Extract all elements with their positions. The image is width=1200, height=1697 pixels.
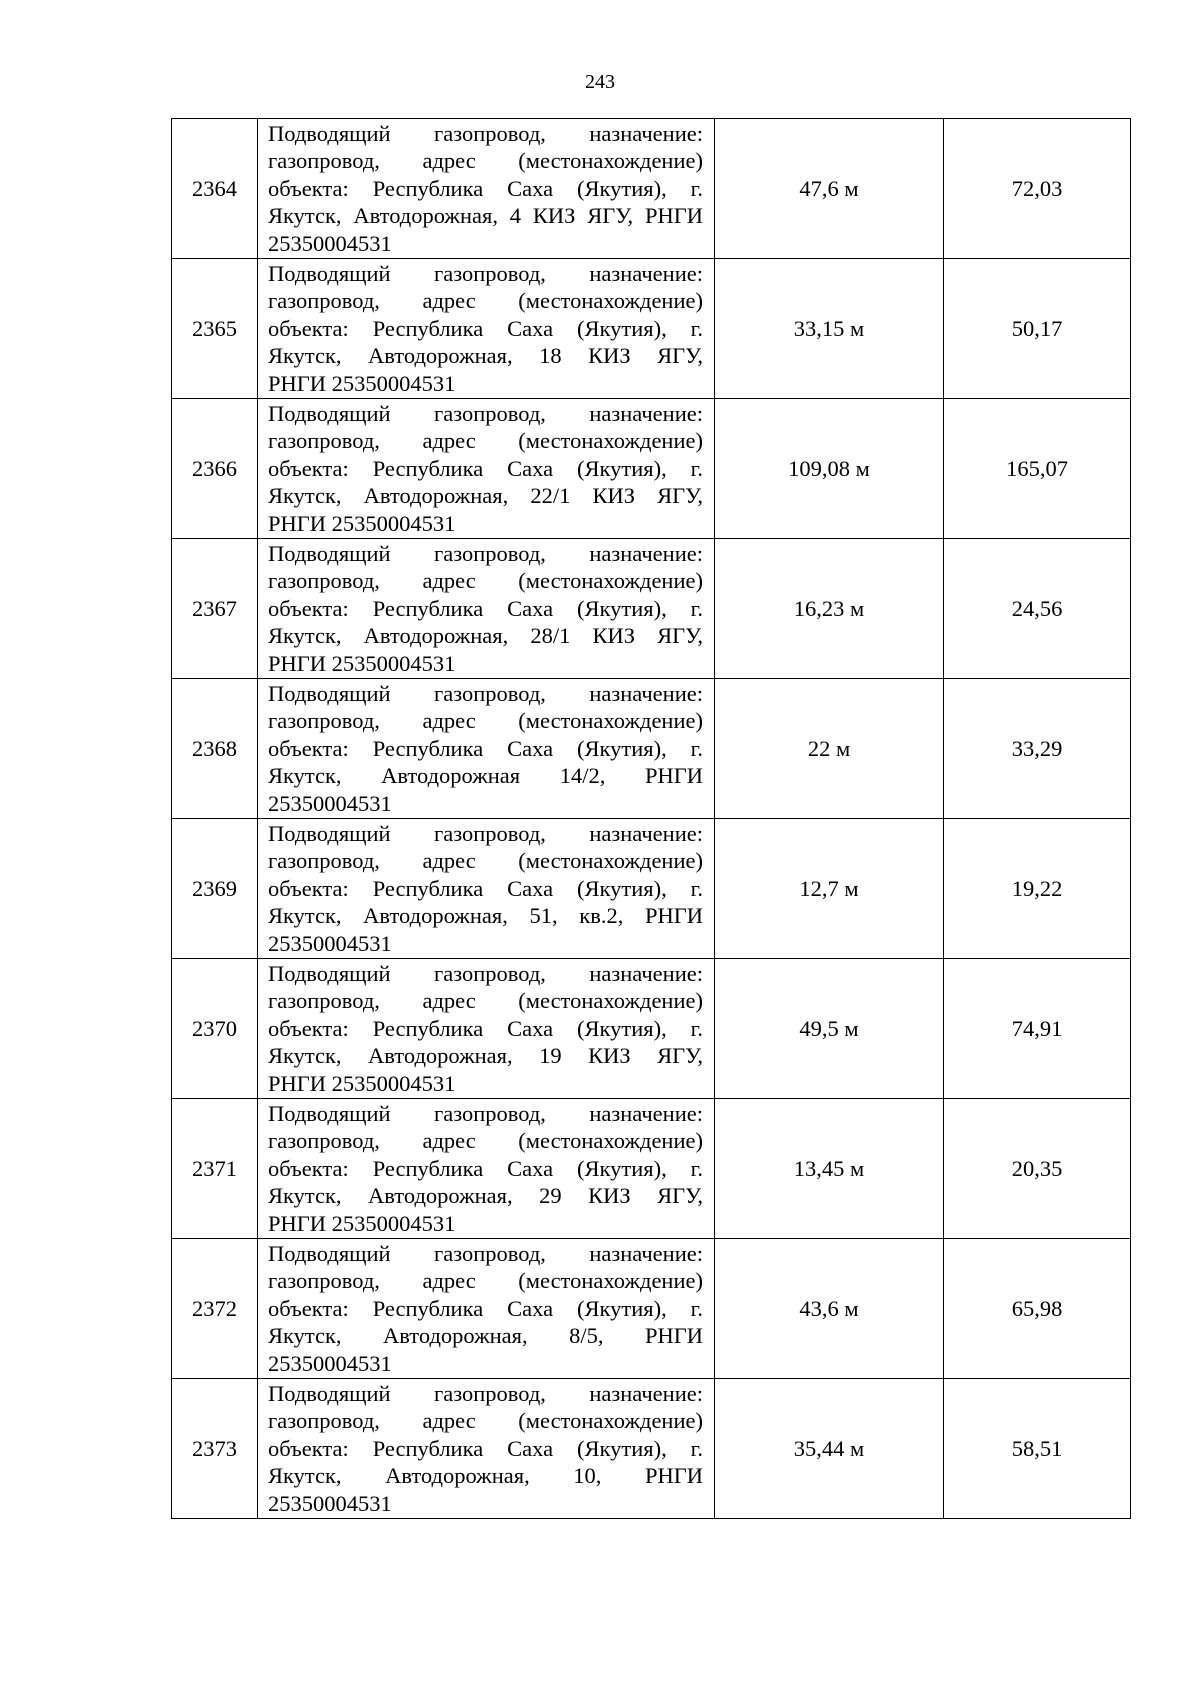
row-number-cell: 2370 [172,959,258,1099]
object-description-cell [258,1239,715,1379]
table-row [172,1099,1131,1239]
description-line: газопровод, адрес (местонахождение) [268,1408,703,1434]
description-line: Якутск, Автодорожная, 28/1 КИЗ ЯГУ, [268,623,703,649]
row-number-cell: 2372 [172,1239,258,1379]
description-line: объекта: Республика Саха (Якутия), г. [268,1015,703,1041]
registry-table-body [172,119,1131,1519]
description-line: 25350004531 [268,930,392,956]
row-number-cell: 2368 [172,679,258,819]
description-line: 25350004531 [268,790,392,816]
description-line: объекта: Республика Саха (Якутия), г. [268,175,703,201]
length-cell: 12,7 м [715,819,944,959]
value-cell: 19,22 [944,819,1131,959]
description-line: Подводящий газопровод, назначение: [268,120,703,146]
description-line: Якутск, Автодорожная, 10, РНГИ [268,1463,703,1489]
description-line: газопровод, адрес (местонахождение) [268,848,703,874]
row-number-cell: 2369 [172,819,258,959]
description-line: Подводящий газопровод, назначение: [268,1100,703,1126]
object-description-cell [258,539,715,679]
description-line: Якутск, Автодорожная, 19 КИЗ ЯГУ, [268,1043,703,1069]
row-number-cell: 2371 [172,1099,258,1239]
description-line: РНГИ 25350004531 [268,510,456,536]
description-line: Подводящий газопровод, назначение: [268,680,703,706]
value-cell: 20,35 [944,1099,1131,1239]
value-cell: 50,17 [944,259,1131,399]
length-cell: 22 м [715,679,944,819]
description-line: Якутск, Автодорожная, 18 КИЗ ЯГУ, [268,343,703,369]
value-cell: 58,51 [944,1379,1131,1519]
description-line: Якутск, Автодорожная, 51, кв.2, РНГИ [268,903,703,929]
description-line: газопровод, адрес (местонахождение) [268,568,703,594]
description-line: газопровод, адрес (местонахождение) [268,148,703,174]
object-description-cell [258,259,715,399]
row-number-cell: 2364 [172,119,258,259]
description-line: Подводящий газопровод, назначение: [268,820,703,846]
table-row [172,259,1131,399]
length-cell: 16,23 м [715,539,944,679]
object-description-cell [258,1099,715,1239]
value-cell: 33,29 [944,679,1131,819]
description-line: Подводящий газопровод, назначение: [268,540,703,566]
table-row [172,1379,1131,1519]
description-line: 25350004531 [268,230,392,256]
object-description-cell [258,679,715,819]
object-description-cell [258,959,715,1099]
description-line: Подводящий газопровод, назначение: [268,260,703,286]
description-line: газопровод, адрес (местонахождение) [268,988,703,1014]
description-line: газопровод, адрес (местонахождение) [268,1128,703,1154]
value-cell: 74,91 [944,959,1131,1099]
description-line: 25350004531 [268,1350,392,1376]
value-cell: 24,56 [944,539,1131,679]
description-line: газопровод, адрес (местонахождение) [268,428,703,454]
description-line: Подводящий газопровод, назначение: [268,400,703,426]
length-cell: 49,5 м [715,959,944,1099]
registry-table [171,118,1131,1519]
row-number-cell: 2365 [172,259,258,399]
description-line: РНГИ 25350004531 [268,650,456,676]
page-number: 243 [585,71,615,93]
table-row [172,399,1131,539]
length-cell: 33,15 м [715,259,944,399]
table-row [172,539,1131,679]
table-row [172,819,1131,959]
length-cell: 109,08 м [715,399,944,539]
description-line: объекта: Республика Саха (Якутия), г. [268,1155,703,1181]
description-line: 25350004531 [268,1490,392,1516]
description-line: объекта: Республика Саха (Якутия), г. [268,455,703,481]
table-row [172,959,1131,1099]
length-cell: 35,44 м [715,1379,944,1519]
object-description-cell [258,119,715,259]
row-number-cell: 2366 [172,399,258,539]
table-row [172,679,1131,819]
description-line: газопровод, адрес (местонахождение) [268,288,703,314]
description-line: объекта: Республика Саха (Якутия), г. [268,1295,703,1321]
value-cell: 72,03 [944,119,1131,259]
description-line: Якутск, Автодорожная 14/2, РНГИ [268,763,703,789]
description-line: Якутск, Автодорожная, 29 КИЗ ЯГУ, [268,1183,703,1209]
table-row [172,119,1131,259]
length-cell: 47,6 м [715,119,944,259]
value-cell: 65,98 [944,1239,1131,1379]
table-row [172,1239,1131,1379]
description-line: РНГИ 25350004531 [268,1210,456,1236]
description-line: объекта: Республика Саха (Якутия), г. [268,875,703,901]
description-line: газопровод, адрес (местонахождение) [268,708,703,734]
description-line: объекта: Республика Саха (Якутия), г. [268,595,703,621]
description-line: Подводящий газопровод, назначение: [268,1240,703,1266]
description-line: объекта: Республика Саха (Якутия), г. [268,1435,703,1461]
description-line: РНГИ 25350004531 [268,1070,456,1096]
description-line: РНГИ 25350004531 [268,370,456,396]
description-line: газопровод, адрес (местонахождение) [268,1268,703,1294]
row-number-cell: 2367 [172,539,258,679]
row-number-cell: 2373 [172,1379,258,1519]
value-cell: 165,07 [944,399,1131,539]
description-line: объекта: Республика Саха (Якутия), г. [268,315,703,341]
object-description-cell [258,1379,715,1519]
description-line: Якутск, Автодорожная, 8/5, РНГИ [268,1323,703,1349]
length-cell: 13,45 м [715,1099,944,1239]
description-line: Подводящий газопровод, назначение: [268,960,703,986]
description-line: Подводящий газопровод, назначение: [268,1380,703,1406]
description-line: Якутск, Автодорожная, 22/1 КИЗ ЯГУ, [268,483,703,509]
object-description-cell [258,819,715,959]
description-line: объекта: Республика Саха (Якутия), г. [268,735,703,761]
length-cell: 43,6 м [715,1239,944,1379]
description-line: Якутск, Автодорожная, 4 КИЗ ЯГУ, РНГИ [268,203,703,229]
object-description-cell [258,399,715,539]
